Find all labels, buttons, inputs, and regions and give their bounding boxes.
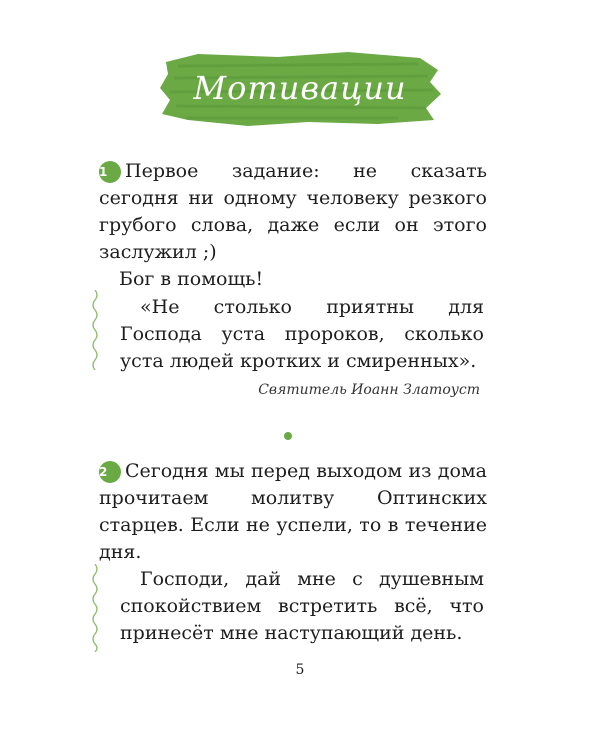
task-1 — [99, 158, 487, 293]
task-2 — [99, 458, 487, 566]
separator-dot — [284, 432, 292, 440]
quote-author: Святитель Иоанн Златоуст — [258, 382, 480, 398]
wavy-line-decoration — [90, 290, 100, 372]
header-banner — [158, 48, 442, 128]
prayer-text: Господи, дай мне с душевным спокойствием встретить всё, что принесёт мне наступающий день. — [120, 568, 484, 644]
task-1-text: Первое задание: не сказать сегодня ни одному человеку резкого грубого слова, даже если он этого заслужил ;) — [99, 160, 487, 263]
task-2-text: Сегодня мы перед выходом из дома прочитаем молитву Оптинских старцев. Если не успели, то в течение дня. — [99, 460, 487, 563]
section-title: Мотивации — [193, 69, 407, 107]
task-1-blessing: Бог в помощь! — [119, 268, 264, 290]
task-number-badge: 2 — [99, 461, 121, 483]
quote-1: «Не столько приятны для Господа уста пророков, сколько уста людей кротких и смиренных». — [120, 296, 484, 372]
wavy-line-decoration — [90, 564, 100, 652]
task-number-badge: 1 — [99, 161, 121, 183]
page-number: 5 — [295, 662, 305, 678]
